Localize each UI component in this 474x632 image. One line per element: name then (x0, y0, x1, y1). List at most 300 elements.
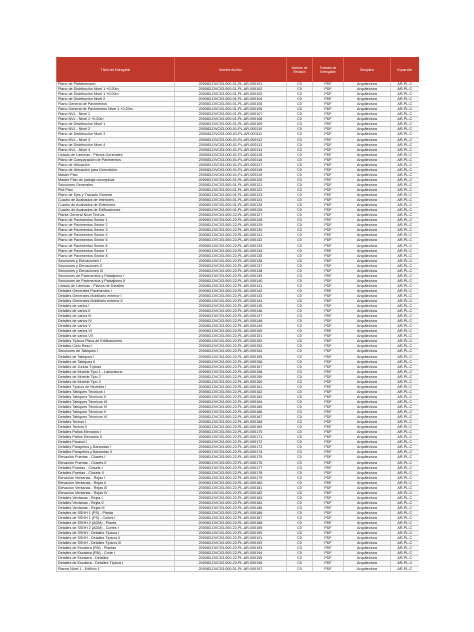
cell-format: PDF (313, 521, 344, 526)
cell-title: Plano de Pavimentos Sector 1 (57, 218, 175, 223)
cell-title: Plano de Pavimentos Sector 6 (57, 243, 175, 248)
cell-format: PDF (313, 546, 344, 551)
cell-revision: C0 (287, 561, 313, 566)
cell-revision: C0 (287, 536, 313, 541)
cell-format: PDF (313, 278, 344, 283)
cell-expansion: AR-PL-C (391, 410, 419, 415)
cell-revision: C0 (287, 465, 313, 470)
cell-revision: C0 (287, 516, 313, 521)
cell-discipline: Arquitectura (344, 112, 391, 117)
cell-title: Secciones y Elevaciones II (57, 263, 175, 268)
cell-title: Detalles de Escalera (RN) - Plantas (57, 546, 175, 551)
cell-discipline: Arquitectura (344, 152, 391, 157)
cell-discipline: Arquitectura (344, 198, 391, 203)
cell-discipline: Arquitectura (344, 87, 391, 92)
cell-title: Elevación Ventanas - Rejas III (57, 485, 175, 490)
cell-revision: C0 (287, 238, 313, 243)
cell-discipline: Arquitectura (344, 389, 391, 394)
cell-title: Plot Plan (57, 187, 175, 192)
cell-expansion: AR-PL-C (391, 278, 419, 283)
col-header-expansion[interactable]: Expansión (391, 57, 419, 82)
cell-discipline: Arquitectura (344, 394, 391, 399)
cell-revision: C0 (287, 475, 313, 480)
cell-expansion: AR-PL-C (391, 304, 419, 309)
cell-discipline: Arquitectura (344, 213, 391, 218)
cell-title: Elevación Puertas - Closets I (57, 455, 175, 460)
cell-filename: 200083-DVC03-000-22-PL-AR-000127 (175, 213, 287, 218)
cell-title: Secciones Generales (57, 182, 175, 187)
cell-format: PDF (313, 374, 344, 379)
cell-discipline: Arquitectura (344, 505, 391, 510)
cell-revision: C0 (287, 551, 313, 556)
cell-filename: 200083-DVC03-000-22-PL-AR-000151 (175, 334, 287, 339)
cell-expansion: AR-PL-C (391, 293, 419, 298)
cell-filename: 200083-DVC03-000-01-PL-AR-000108 (175, 117, 287, 122)
cell-format: PDF (313, 435, 344, 440)
cell-revision: C0 (287, 546, 313, 551)
cell-title: Detalles Puertas - Closets II (57, 470, 175, 475)
cell-title: Detalles Tabiques Técnicos V (57, 410, 175, 415)
cell-filename: 200083-DVC03-000-22-PL-AR-000155 (175, 354, 287, 359)
cell-filename: 200083-DVC03-000-01-PL-AR-000197 (175, 566, 287, 571)
cell-format: PDF (313, 485, 344, 490)
cell-expansion: AR-PL-C (391, 480, 419, 485)
cell-format: PDF (313, 142, 344, 147)
table-row (57, 541, 419, 546)
cell-format: PDF (313, 455, 344, 460)
cell-revision: C0 (287, 505, 313, 510)
cell-revision: C0 (287, 243, 313, 248)
cell-discipline: Arquitectura (344, 384, 391, 389)
cell-format: PDF (313, 147, 344, 152)
cell-filename: 200083-DVC03-000-01-PL-AR-000101 (175, 82, 287, 87)
cell-title: Detalles de SSHH 1 (PS) - Cortes I (57, 516, 175, 521)
cell-title: Plano General de Pavimentos (57, 102, 175, 107)
table-row (57, 516, 419, 521)
cell-expansion: AR-PL-C (391, 354, 419, 359)
cell-expansion: AR-PL-C (391, 551, 419, 556)
cell-revision: C0 (287, 329, 313, 334)
cell-format: PDF (313, 339, 344, 344)
cell-revision: C0 (287, 278, 313, 283)
cell-title: Detalles de Tabiques I (57, 354, 175, 359)
cell-revision: C0 (287, 107, 313, 112)
table-row (57, 526, 419, 531)
cell-revision: C0 (287, 263, 313, 268)
cell-revision: C0 (287, 314, 313, 319)
cell-expansion: AR-PL-C (391, 228, 419, 233)
cell-filename: 200083-DVC03-000-22-PL-AR-000129 (175, 223, 287, 228)
cell-discipline: Arquitectura (344, 314, 391, 319)
cell-title: Detalles Patios Elevados II (57, 435, 175, 440)
cell-revision: C0 (287, 430, 313, 435)
cell-filename: 200083-DVC03-000-22-PL-AR-000146 (175, 309, 287, 314)
cell-format: PDF (313, 177, 344, 182)
cell-filename: 200083-DVC03-000-22-PL-AR-000128 (175, 218, 287, 223)
cell-discipline: Arquitectura (344, 309, 391, 314)
cell-title: Plano de Distribución Nivel 1 (57, 122, 175, 127)
cell-discipline: Arquitectura (344, 182, 391, 187)
cell-discipline: Arquitectura (344, 465, 391, 470)
cell-format: PDF (313, 526, 344, 531)
cell-revision: C0 (287, 208, 313, 213)
cell-discipline: Arquitectura (344, 223, 391, 228)
cell-discipline: Arquitectura (344, 273, 391, 278)
cell-format: PDF (313, 309, 344, 314)
cell-revision: C0 (287, 470, 313, 475)
cell-title: Detalles Típicos Pisos de Edificaciones (57, 339, 175, 344)
cell-filename: 200083-DVC03-000-22-PL-AR-000148 (175, 319, 287, 324)
cell-discipline: Arquitectura (344, 127, 391, 132)
cell-title: Detalles de Mueble Tipo 2 (57, 374, 175, 379)
cell-filename: 200083-DVC03-000-01-PL-AR-000109 (175, 122, 287, 127)
cell-filename: 200083-DVC03-000-22-PL-AR-000157 (175, 364, 287, 369)
cell-expansion: AR-PL-C (391, 556, 419, 561)
cell-discipline: Arquitectura (344, 561, 391, 566)
cell-filename: 200083-DVC03-000-01-PL-AR-000104 (175, 97, 287, 102)
cell-revision: C0 (287, 435, 313, 440)
cell-title: Detalles Parasol I (57, 440, 175, 445)
cell-format: PDF (313, 460, 344, 465)
cell-title: Detalles Generales Mobiliario exterior II (57, 299, 175, 304)
cell-revision: C0 (287, 117, 313, 122)
cell-revision: C0 (287, 102, 313, 107)
cell-filename: 200083-DVC03-000-22-PL-AR-000161 (175, 384, 287, 389)
cell-format: PDF (313, 561, 344, 566)
cell-discipline: Arquitectura (344, 354, 391, 359)
cell-expansion: AR-PL-C (391, 521, 419, 526)
cell-discipline: Arquitectura (344, 107, 391, 112)
cell-format: PDF (313, 92, 344, 97)
cell-title: Detalles Ventanas - Rejas II (57, 500, 175, 505)
cell-format: PDF (313, 510, 344, 515)
cell-title: Plano de Pavimentos Sector 3 (57, 228, 175, 233)
cell-title: Detalles Tabiques Técnicos I (57, 389, 175, 394)
cell-format: PDF (313, 430, 344, 435)
cell-format: PDF (313, 344, 344, 349)
cell-title: Secciones de Pavimentos y Paisajismo I (57, 273, 175, 278)
cell-expansion: AR-PL-C (391, 475, 419, 480)
cell-revision: C0 (287, 97, 313, 102)
cell-discipline: Arquitectura (344, 490, 391, 495)
cell-format: PDF (313, 238, 344, 243)
cell-expansion: AR-PL-C (391, 324, 419, 329)
cell-revision: C0 (287, 299, 313, 304)
cell-revision: C0 (287, 203, 313, 208)
cell-revision: C0 (287, 480, 313, 485)
cell-title: Plano NVL - Nivel 3 (57, 137, 175, 142)
cell-discipline: Arquitectura (344, 405, 391, 410)
cell-revision: C0 (287, 147, 313, 152)
cell-discipline: Arquitectura (344, 167, 391, 172)
cell-title: Plano NVL - Nivel 4 (57, 147, 175, 152)
cell-expansion: AR-PL-C (391, 203, 419, 208)
cell-expansion: AR-PL-C (391, 359, 419, 364)
cell-expansion: AR-PL-C (391, 561, 419, 566)
cell-expansion: AR-PL-C (391, 253, 419, 258)
cell-discipline: Arquitectura (344, 299, 391, 304)
cell-expansion: AR-PL-C (391, 399, 419, 404)
cell-filename: 200083-DVC03-000-22-PL-AR-000179 (175, 475, 287, 480)
cell-expansion: AR-PL-C (391, 384, 419, 389)
cell-revision: C0 (287, 450, 313, 455)
cell-filename: 200083-DVC03-000-01-PL-AR-000121 (175, 182, 287, 187)
cell-discipline: Arquitectura (344, 455, 391, 460)
cell-revision: C0 (287, 137, 313, 142)
cell-discipline: Arquitectura (344, 304, 391, 309)
cell-discipline: Arquitectura (344, 97, 391, 102)
cell-discipline: Arquitectura (344, 162, 391, 167)
cell-title: Plano de Distribución Nivel 2 (57, 97, 175, 102)
cell-discipline: Arquitectura (344, 258, 391, 263)
cell-filename: 200083-DVC03-000-22-PL-AR-000154 (175, 349, 287, 354)
col-header-revision[interactable]: Número de Revisión (287, 57, 313, 82)
cell-filename: 200083-DVC03-000-22-PL-AR-000138 (175, 268, 287, 273)
cell-filename: 200083-DVC03-000-22-PL-AR-000133 (175, 243, 287, 248)
cell-filename: 200083-DVC03-000-22-PL-AR-000194 (175, 551, 287, 556)
cell-expansion: AR-PL-C (391, 243, 419, 248)
cell-format: PDF (313, 490, 344, 495)
table-row (57, 152, 419, 157)
cell-expansion: AR-PL-C (391, 112, 419, 117)
cell-title: Master Plan de paisaje conceptual (57, 177, 175, 182)
cell-title: Plano de Pavimentos Sector 2 (57, 223, 175, 228)
cell-format: PDF (313, 157, 344, 162)
cell-filename: 200083-DVC03-000-22-PL-AR-000182 (175, 490, 287, 495)
cell-discipline: Arquitectura (344, 430, 391, 435)
cell-format: PDF (313, 324, 344, 329)
cell-filename: 200083-DVC03-000-22-PL-AR-000135 (175, 253, 287, 258)
table-row (57, 293, 419, 298)
cell-title: Detalles Ventanas - Rejas I (57, 495, 175, 500)
table-row (57, 283, 419, 288)
table-row (57, 203, 419, 208)
cell-revision: C0 (287, 334, 313, 339)
cell-revision: C0 (287, 399, 313, 404)
cell-format: PDF (313, 233, 344, 238)
cell-format: PDF (313, 359, 344, 364)
cell-expansion: AR-PL-C (391, 177, 419, 182)
cell-expansion: AR-PL-C (391, 394, 419, 399)
cell-filename: 200083-DVC03-000-01-PL-AR-000103 (175, 92, 287, 97)
cell-discipline: Arquitectura (344, 541, 391, 546)
cell-expansion: AR-PL-C (391, 263, 419, 268)
cell-expansion: AR-PL-C (391, 157, 419, 162)
cell-revision: C0 (287, 87, 313, 92)
cell-title: Elevación Ventanas - Rejas II (57, 480, 175, 485)
cell-discipline: Arquitectura (344, 379, 391, 384)
cell-format: PDF (313, 253, 344, 258)
cell-format: PDF (313, 384, 344, 389)
cell-filename: 200083-DVC03-000-22-PL-AR-000131 (175, 233, 287, 238)
cell-revision: C0 (287, 198, 313, 203)
cell-title: Detalles de SSHH 2 (ADM) - Planta (57, 521, 175, 526)
cell-filename: 200083-DVC03-000-22-PL-AR-000183 (175, 495, 287, 500)
table-row (57, 278, 419, 283)
cell-discipline: Arquitectura (344, 334, 391, 339)
cell-revision: C0 (287, 309, 313, 314)
col-header-format[interactable]: Formato de Entregable (313, 57, 344, 82)
cell-revision: C0 (287, 233, 313, 238)
cell-revision: C0 (287, 319, 313, 324)
cell-title: Elevación Ventanas - Rejas I (57, 475, 175, 480)
cell-filename: 200083-DVC03-000-22-PL-AR-000192 (175, 541, 287, 546)
cell-filename: 200083-DVC03-000-22-PL-AR-000134 (175, 248, 287, 253)
cell-expansion: AR-PL-C (391, 455, 419, 460)
cell-title: Detalles Generales Mobiliario exterior I (57, 293, 175, 298)
cell-discipline: Arquitectura (344, 329, 391, 334)
cell-title: Detalles de Escalera (RN) - Corte I (57, 551, 175, 556)
cell-format: PDF (313, 480, 344, 485)
cell-format: PDF (313, 172, 344, 177)
cell-expansion: AR-PL-C (391, 510, 419, 515)
cell-discipline: Arquitectura (344, 288, 391, 293)
col-header-title[interactable]: Título del Entregable (57, 57, 175, 82)
cell-discipline: Arquitectura (344, 238, 391, 243)
cell-expansion: AR-PL-C (391, 495, 419, 500)
cell-title: Detalles Cielo Raso I (57, 344, 175, 349)
cell-format: PDF (313, 117, 344, 122)
cell-format: PDF (313, 132, 344, 137)
cell-filename: 200083-DVC03-000-01-PL-AR-000105 (175, 102, 287, 107)
cell-title: Plano de Ubicación (57, 162, 175, 167)
cell-title: Detalles de Mueble Tipo 1 - Laboratorio (57, 369, 175, 374)
cell-revision: C0 (287, 283, 313, 288)
cell-filename: 200083-DVC03-000-22-PL-AR-000189 (175, 526, 287, 531)
cell-filename: 200083-DVC03-000-01-PL-AR-000113 (175, 142, 287, 147)
cell-filename: 200083-DVC03-000-22-PL-AR-000172 (175, 440, 287, 445)
cell-discipline: Arquitectura (344, 203, 391, 208)
cell-format: PDF (313, 470, 344, 475)
cell-format: PDF (313, 167, 344, 172)
col-header-discipline[interactable]: Disciplina (344, 57, 391, 82)
cell-expansion: AR-PL-C (391, 490, 419, 495)
cell-filename: 200083-DVC03-000-22-PL-AR-000186 (175, 510, 287, 515)
cell-format: PDF (313, 182, 344, 187)
cell-filename: 200083-DVC03-000-01-PL-AR-000106 (175, 107, 287, 112)
cell-title: Detalles de SSHH 2 (ADM) - Cortes I (57, 526, 175, 531)
cell-title: Elevación Puertas - Closets II (57, 460, 175, 465)
cell-revision: C0 (287, 132, 313, 137)
cell-discipline: Arquitectura (344, 495, 391, 500)
cell-filename: 200083-DVC03-000-22-PL-AR-000181 (175, 485, 287, 490)
cell-discipline: Arquitectura (344, 526, 391, 531)
cell-format: PDF (313, 213, 344, 218)
cell-revision: C0 (287, 152, 313, 157)
cell-title: Detalles de Tabiques II (57, 359, 175, 364)
cell-format: PDF (313, 369, 344, 374)
cell-expansion: AR-PL-C (391, 541, 419, 546)
cell-filename: 200083-DVC03-000-01-PL-AR-000112 (175, 137, 287, 142)
cell-format: PDF (313, 420, 344, 425)
cell-title: Detalles Tabiques Técnicos II (57, 394, 175, 399)
cell-expansion: AR-PL-C (391, 213, 419, 218)
cell-revision: C0 (287, 182, 313, 187)
table-row (57, 450, 419, 455)
cell-discipline: Arquitectura (344, 536, 391, 541)
cell-title: Detalles de Mueble Tipo 3 (57, 379, 175, 384)
cell-revision: C0 (287, 445, 313, 450)
cell-title: Listado de Láminas - Planos Generales (57, 152, 175, 157)
cell-expansion: AR-PL-C (391, 500, 419, 505)
cell-discipline: Arquitectura (344, 399, 391, 404)
cell-filename: 200083-DVC03-000-22-PL-AR-000164 (175, 399, 287, 404)
cell-expansion: AR-PL-C (391, 450, 419, 455)
cell-filename: 200083-DVC03-000-22-PL-AR-000177 (175, 465, 287, 470)
table-row (57, 299, 419, 304)
cell-discipline: Arquitectura (344, 516, 391, 521)
cell-format: PDF (313, 415, 344, 420)
cell-expansion: AR-PL-C (391, 97, 419, 102)
table-row (57, 177, 419, 182)
cell-expansion: AR-PL-C (391, 440, 419, 445)
cell-revision: C0 (287, 339, 313, 344)
cell-discipline: Arquitectura (344, 349, 391, 354)
cell-title: Plano de Pavimentos Sector 4 (57, 233, 175, 238)
cell-discipline: Arquitectura (344, 218, 391, 223)
cell-filename: 200083-DVC03-000-01-PL-AR-000107 (175, 112, 287, 117)
deliverables-sheet (56, 57, 418, 572)
cell-format: PDF (313, 304, 344, 309)
cell-format: PDF (313, 465, 344, 470)
cell-filename: 200083-DVC03-000-22-PL-AR-000142 (175, 288, 287, 293)
col-header-filename[interactable]: Nombre Archivo (175, 57, 287, 82)
cell-filename: 200083-DVC03-000-22-PL-AR-000191 (175, 536, 287, 541)
cell-filename: 200083-DVC03-000-22-PL-AR-000144 (175, 299, 287, 304)
cell-title: Plano de Distribución Nivel 4 (57, 142, 175, 147)
cell-filename: 200083-DVC03-000-01-PL-AR-000123 (175, 193, 287, 198)
cell-discipline: Arquitectura (344, 82, 391, 87)
cell-expansion: AR-PL-C (391, 389, 419, 394)
cell-expansion: AR-PL-C (391, 208, 419, 213)
cell-discipline: Arquitectura (344, 344, 391, 349)
cell-discipline: Arquitectura (344, 278, 391, 283)
cell-filename: 200083-DVC03-000-22-PL-AR-000175 (175, 455, 287, 460)
cell-discipline: Arquitectura (344, 425, 391, 430)
cell-expansion: AR-PL-C (391, 273, 419, 278)
cell-revision: C0 (287, 127, 313, 132)
cell-discipline: Arquitectura (344, 339, 391, 344)
cell-format: PDF (313, 87, 344, 92)
cell-discipline: Arquitectura (344, 475, 391, 480)
cell-format: PDF (313, 263, 344, 268)
cell-revision: C0 (287, 384, 313, 389)
cell-title: Detalles Patios Elevados I (57, 430, 175, 435)
cell-format: PDF (313, 450, 344, 455)
cell-discipline: Arquitectura (344, 369, 391, 374)
cell-revision: C0 (287, 218, 313, 223)
cell-discipline: Arquitectura (344, 546, 391, 551)
cell-expansion: AR-PL-C (391, 258, 419, 263)
cell-format: PDF (313, 198, 344, 203)
cell-filename: 200083-DVC03-000-22-PL-AR-000147 (175, 314, 287, 319)
cell-expansion: AR-PL-C (391, 142, 419, 147)
cell-expansion: AR-PL-C (391, 349, 419, 354)
cell-expansion: AR-PL-C (391, 132, 419, 137)
cell-revision: C0 (287, 566, 313, 571)
cell-revision: C0 (287, 541, 313, 546)
cell-format: PDF (313, 379, 344, 384)
cell-revision: C0 (287, 410, 313, 415)
cell-revision: C0 (287, 405, 313, 410)
table-row (57, 288, 419, 293)
cell-discipline: Arquitectura (344, 102, 391, 107)
cell-filename: 200083-DVC03-000-01-PL-AR-000110 (175, 127, 287, 132)
cell-format: PDF (313, 399, 344, 404)
cell-title: Plano de Distribución Nivel 1 +0.20m (57, 87, 175, 92)
cell-filename: 200083-DVC03-000-22-PL-AR-000188 (175, 521, 287, 526)
cell-revision: C0 (287, 425, 313, 430)
